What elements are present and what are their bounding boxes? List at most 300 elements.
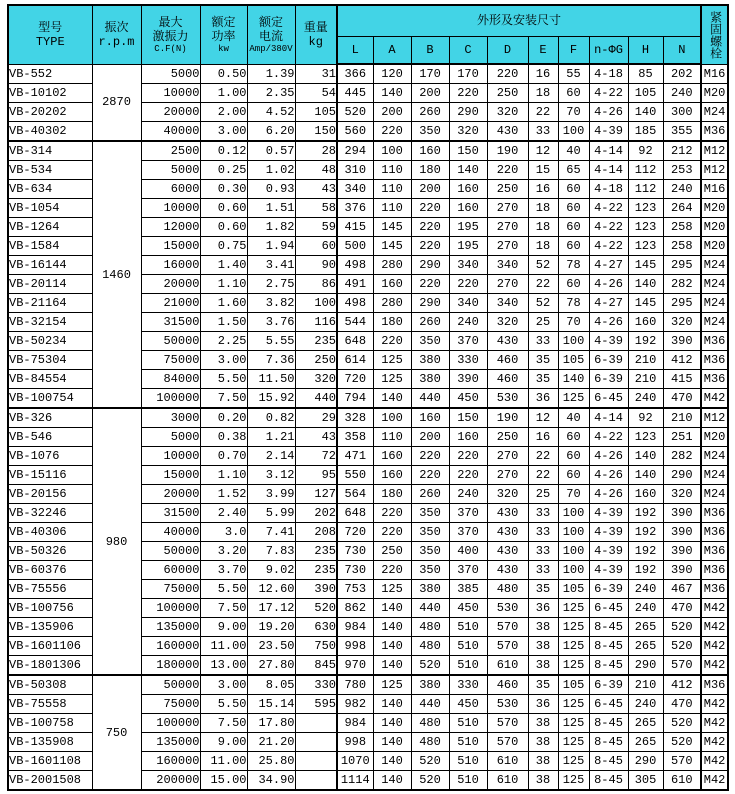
- cell-fastening-bolt: M42: [701, 656, 728, 676]
- cell-dim-H: 265: [628, 714, 663, 733]
- cell-dim-E: 33: [528, 561, 558, 580]
- cell-centrifugal-force: 10000: [141, 84, 200, 103]
- cell-weight: 90: [295, 256, 337, 275]
- cell-dim-L: 984: [337, 618, 373, 637]
- cell-rated-power: 5.50: [200, 695, 247, 714]
- cell-rated-power: 3.70: [200, 561, 247, 580]
- cell-dim-B: 260: [411, 485, 449, 504]
- cell-weight: 250: [295, 351, 337, 370]
- cell-dim-E: 18: [528, 199, 558, 218]
- cell-rated-power: 0.60: [200, 218, 247, 237]
- cell-dim-B: 480: [411, 637, 449, 656]
- cell-dim-C: 450: [449, 695, 487, 714]
- cell-dim-D: 340: [487, 294, 528, 313]
- cell-dim-F: 100: [558, 561, 589, 580]
- cell-model-type: VB-552: [8, 64, 92, 84]
- cell-rated-power: 2.40: [200, 504, 247, 523]
- cell-dim-n-ΦG: 4-14: [589, 161, 628, 180]
- cell-dim-B: 350: [411, 542, 449, 561]
- header-type-en: TYPE: [35, 34, 65, 49]
- cell-rated-power: 1.60: [200, 294, 247, 313]
- cell-dim-n-ΦG: 6-39: [589, 675, 628, 695]
- cell-dim-L: 720: [337, 523, 373, 542]
- cell-dim-H: 185: [628, 122, 663, 142]
- cell-fastening-bolt: M24: [701, 294, 728, 313]
- cell-rated-current: 1.39: [247, 64, 295, 84]
- cell-rated-current: 17.12: [247, 599, 295, 618]
- cell-dim-B: 520: [411, 771, 449, 791]
- cell-dim-E: 35: [528, 351, 558, 370]
- cell-weight: 58: [295, 199, 337, 218]
- cell-rated-current: 1.94: [247, 237, 295, 256]
- cell-dim-n-ΦG: 4-26: [589, 447, 628, 466]
- cell-dim-H: 240: [628, 599, 663, 618]
- cell-dim-C: 370: [449, 504, 487, 523]
- cell-dim-A: 125: [373, 675, 411, 695]
- cell-dim-D: 270: [487, 466, 528, 485]
- cell-centrifugal-force: 40000: [141, 523, 200, 542]
- cell-model-type: VB-135906: [8, 618, 92, 637]
- cell-dim-B: 220: [411, 466, 449, 485]
- cell-dim-N: 264: [663, 199, 701, 218]
- cell-dim-D: 530: [487, 695, 528, 714]
- cell-dim-A: 140: [373, 84, 411, 103]
- cell-fastening-bolt: M12: [701, 408, 728, 428]
- cell-fastening-bolt: M24: [701, 256, 728, 275]
- cell-centrifugal-force: 15000: [141, 466, 200, 485]
- cell-dim-n-ΦG: 6-39: [589, 580, 628, 599]
- cell-dim-B: 350: [411, 561, 449, 580]
- cell-rated-current: 7.41: [247, 523, 295, 542]
- cell-model-type: VB-100756: [8, 599, 92, 618]
- header-rpm-en: r.p.m: [98, 34, 135, 49]
- cell-rated-current: 15.92: [247, 389, 295, 409]
- cell-dim-F: 125: [558, 637, 589, 656]
- cell-dim-A: 140: [373, 618, 411, 637]
- cell-dim-C: 320: [449, 122, 487, 142]
- cell-dim-H: 290: [628, 752, 663, 771]
- header-dim-F: F: [558, 37, 589, 65]
- cell-fastening-bolt: M36: [701, 523, 728, 542]
- cell-dim-D: 250: [487, 84, 528, 103]
- cell-dim-n-ΦG: 4-22: [589, 237, 628, 256]
- cell-rated-power: 11.00: [200, 752, 247, 771]
- cell-fastening-bolt: M36: [701, 122, 728, 142]
- cell-rpm: 2870: [92, 64, 141, 141]
- cell-rated-power: 15.00: [200, 771, 247, 791]
- header-cf-line1: 最大: [158, 15, 183, 30]
- cell-weight: 95: [295, 466, 337, 485]
- cell-dim-D: 430: [487, 561, 528, 580]
- cell-dim-N: 300: [663, 103, 701, 122]
- cell-weight: 59: [295, 218, 337, 237]
- cell-model-type: VB-75556: [8, 580, 92, 599]
- cell-centrifugal-force: 31500: [141, 313, 200, 332]
- cell-dim-B: 380: [411, 675, 449, 695]
- cell-dim-L: 753: [337, 580, 373, 599]
- cell-centrifugal-force: 12000: [141, 218, 200, 237]
- cell-dim-H: 192: [628, 504, 663, 523]
- cell-dim-C: 370: [449, 523, 487, 542]
- cell-dim-N: 470: [663, 389, 701, 409]
- cell-model-type: VB-16144: [8, 256, 92, 275]
- cell-centrifugal-force: 135000: [141, 618, 200, 637]
- cell-rated-current: 3.76: [247, 313, 295, 332]
- cell-model-type: VB-40306: [8, 523, 92, 542]
- cell-dim-D: 190: [487, 408, 528, 428]
- cell-dim-n-ΦG: 6-39: [589, 351, 628, 370]
- cell-rated-current: 23.50: [247, 637, 295, 656]
- header-current-unit: Amp/380V: [249, 43, 293, 54]
- cell-dim-E: 16: [528, 428, 558, 447]
- cell-rated-current: 0.57: [247, 141, 295, 161]
- cell-dim-N: 412: [663, 675, 701, 695]
- cell-dim-F: 60: [558, 237, 589, 256]
- cell-dim-E: 16: [528, 180, 558, 199]
- cell-fastening-bolt: M36: [701, 561, 728, 580]
- cell-rated-power: 5.50: [200, 370, 247, 389]
- cell-dim-L: 366: [337, 64, 373, 84]
- cell-rated-current: 21.20: [247, 733, 295, 752]
- cell-dim-N: 470: [663, 695, 701, 714]
- cell-dim-n-ΦG: 8-45: [589, 637, 628, 656]
- cell-dim-D: 320: [487, 103, 528, 122]
- cell-model-type: VB-634: [8, 180, 92, 199]
- cell-dim-n-ΦG: 6-45: [589, 695, 628, 714]
- cell-dim-H: 240: [628, 580, 663, 599]
- cell-dim-B: 160: [411, 408, 449, 428]
- cell-dim-E: 35: [528, 370, 558, 389]
- cell-dim-L: 720: [337, 370, 373, 389]
- cell-dim-n-ΦG: 4-22: [589, 428, 628, 447]
- cell-rated-current: 2.35: [247, 84, 295, 103]
- cell-dim-B: 350: [411, 523, 449, 542]
- cell-dim-D: 430: [487, 542, 528, 561]
- cell-centrifugal-force: 2500: [141, 141, 200, 161]
- cell-dim-E: 25: [528, 313, 558, 332]
- cell-dim-D: 570: [487, 714, 528, 733]
- cell-dim-L: 415: [337, 218, 373, 237]
- cell-dim-E: 33: [528, 542, 558, 561]
- header-power-line1: 额定: [211, 15, 236, 30]
- cell-dim-E: 22: [528, 466, 558, 485]
- cell-rated-current: 3.41: [247, 256, 295, 275]
- cell-dim-E: 12: [528, 141, 558, 161]
- cell-dim-A: 100: [373, 141, 411, 161]
- cell-dim-C: 160: [449, 180, 487, 199]
- cell-model-type: VB-10102: [8, 84, 92, 103]
- cell-dim-F: 105: [558, 351, 589, 370]
- cell-dim-D: 250: [487, 428, 528, 447]
- cell-dim-H: 140: [628, 466, 663, 485]
- cell-rated-power: 7.50: [200, 389, 247, 409]
- cell-fastening-bolt: M36: [701, 504, 728, 523]
- cell-dim-L: 544: [337, 313, 373, 332]
- cell-dim-n-ΦG: 8-45: [589, 714, 628, 733]
- cell-dim-C: 385: [449, 580, 487, 599]
- cell-model-type: VB-50326: [8, 542, 92, 561]
- header-current-line2: 电流: [258, 29, 283, 44]
- cell-dim-n-ΦG: 4-39: [589, 504, 628, 523]
- cell-rated-current: 0.93: [247, 180, 295, 199]
- cell-dim-n-ΦG: 4-26: [589, 466, 628, 485]
- cell-model-type: VB-100754: [8, 389, 92, 409]
- cell-dim-H: 210: [628, 370, 663, 389]
- cell-dim-H: 265: [628, 637, 663, 656]
- cell-dim-N: 290: [663, 466, 701, 485]
- cell-dim-H: 240: [628, 695, 663, 714]
- cell-dim-A: 100: [373, 408, 411, 428]
- cell-weight: 330: [295, 675, 337, 695]
- cell-dim-A: 160: [373, 447, 411, 466]
- cell-dim-A: 220: [373, 561, 411, 580]
- cell-dim-B: 350: [411, 122, 449, 142]
- cell-centrifugal-force: 100000: [141, 389, 200, 409]
- header-type: [8, 5, 92, 64]
- cell-rated-power: 3.00: [200, 675, 247, 695]
- cell-dim-H: 160: [628, 313, 663, 332]
- cell-dim-n-ΦG: 8-45: [589, 656, 628, 676]
- cell-dim-L: 294: [337, 141, 373, 161]
- cell-dim-N: 295: [663, 294, 701, 313]
- cell-rated-current: 5.99: [247, 504, 295, 523]
- cell-fastening-bolt: M24: [701, 103, 728, 122]
- cell-weight: 48: [295, 161, 337, 180]
- cell-model-type: VB-1054: [8, 199, 92, 218]
- cell-dim-C: 370: [449, 332, 487, 351]
- cell-dim-H: 112: [628, 180, 663, 199]
- cell-dim-N: 570: [663, 752, 701, 771]
- cell-dim-L: 564: [337, 485, 373, 504]
- header-dim-H: H: [628, 37, 663, 65]
- header-weight: [295, 5, 337, 64]
- cell-dim-D: 270: [487, 447, 528, 466]
- cell-weight: 31: [295, 64, 337, 84]
- cell-dim-N: 295: [663, 256, 701, 275]
- cell-fastening-bolt: M20: [701, 428, 728, 447]
- cell-rated-power: 2.00: [200, 103, 247, 122]
- cell-fastening-bolt: M20: [701, 84, 728, 103]
- cell-dim-C: 400: [449, 542, 487, 561]
- cell-centrifugal-force: 20000: [141, 275, 200, 294]
- cell-dim-C: 220: [449, 84, 487, 103]
- cell-dim-N: 390: [663, 523, 701, 542]
- cell-rated-current: 1.82: [247, 218, 295, 237]
- cell-dim-L: 340: [337, 180, 373, 199]
- cell-dim-C: 370: [449, 561, 487, 580]
- cell-dim-F: 100: [558, 504, 589, 523]
- cell-dim-E: 33: [528, 523, 558, 542]
- cell-dim-n-ΦG: 4-14: [589, 141, 628, 161]
- cell-dim-D: 530: [487, 389, 528, 409]
- cell-weight: 845: [295, 656, 337, 676]
- header-rpm: [92, 5, 141, 64]
- cell-dim-n-ΦG: 6-45: [589, 389, 628, 409]
- cell-dim-F: 55: [558, 64, 589, 84]
- cell-dim-B: 440: [411, 599, 449, 618]
- cell-model-type: VB-1801306: [8, 656, 92, 676]
- cell-model-type: VB-50308: [8, 675, 92, 695]
- cell-centrifugal-force: 10000: [141, 199, 200, 218]
- cell-rated-power: 3.00: [200, 122, 247, 142]
- cell-dim-F: 125: [558, 733, 589, 752]
- cell-dim-F: 125: [558, 752, 589, 771]
- cell-dim-C: 150: [449, 141, 487, 161]
- cell-dim-E: 22: [528, 447, 558, 466]
- cell-weight: 630: [295, 618, 337, 637]
- cell-dim-N: 520: [663, 637, 701, 656]
- cell-dim-L: 550: [337, 466, 373, 485]
- cell-dim-n-ΦG: 4-26: [589, 103, 628, 122]
- cell-rated-power: 1.00: [200, 84, 247, 103]
- cell-weight: 28: [295, 141, 337, 161]
- cell-fastening-bolt: M42: [701, 618, 728, 637]
- cell-dim-A: 220: [373, 332, 411, 351]
- cell-model-type: VB-60376: [8, 561, 92, 580]
- cell-dim-F: 100: [558, 122, 589, 142]
- cell-dim-C: 390: [449, 370, 487, 389]
- cell-dim-N: 610: [663, 771, 701, 791]
- cell-dim-D: 220: [487, 64, 528, 84]
- cell-rated-power: 0.20: [200, 408, 247, 428]
- cell-dim-N: 470: [663, 599, 701, 618]
- cell-dim-E: 18: [528, 237, 558, 256]
- cell-dim-A: 220: [373, 122, 411, 142]
- cell-fastening-bolt: M42: [701, 752, 728, 771]
- cell-dim-B: 520: [411, 752, 449, 771]
- cell-dim-F: 65: [558, 161, 589, 180]
- header-dim-A: A: [373, 37, 411, 65]
- cell-dim-E: 22: [528, 103, 558, 122]
- cell-rated-current: 7.36: [247, 351, 295, 370]
- cell-dim-A: 110: [373, 161, 411, 180]
- cell-dim-B: 440: [411, 389, 449, 409]
- cell-dim-E: 38: [528, 752, 558, 771]
- cell-centrifugal-force: 100000: [141, 714, 200, 733]
- cell-model-type: VB-1601106: [8, 637, 92, 656]
- cell-dim-B: 440: [411, 695, 449, 714]
- cell-dim-A: 145: [373, 237, 411, 256]
- cell-dim-N: 282: [663, 275, 701, 294]
- cell-model-type: VB-75304: [8, 351, 92, 370]
- cell-dim-D: 430: [487, 504, 528, 523]
- cell-dim-E: 35: [528, 675, 558, 695]
- cell-dim-H: 92: [628, 408, 663, 428]
- cell-dim-H: 210: [628, 675, 663, 695]
- cell-fastening-bolt: M24: [701, 275, 728, 294]
- cell-dim-F: 60: [558, 447, 589, 466]
- cell-dim-n-ΦG: 6-45: [589, 599, 628, 618]
- table-header: [8, 5, 728, 64]
- cell-rated-power: 1.10: [200, 275, 247, 294]
- cell-dim-E: 36: [528, 599, 558, 618]
- cell-dim-n-ΦG: 4-18: [589, 64, 628, 84]
- spec-table-body: [8, 64, 728, 790]
- cell-dim-C: 510: [449, 733, 487, 752]
- cell-rated-current: 2.75: [247, 275, 295, 294]
- cell-fastening-bolt: M42: [701, 637, 728, 656]
- cell-dim-C: 450: [449, 599, 487, 618]
- cell-rated-current: 34.90: [247, 771, 295, 791]
- cell-weight: 43: [295, 180, 337, 199]
- cell-dim-N: 251: [663, 428, 701, 447]
- cell-dim-C: 170: [449, 64, 487, 84]
- cell-weight: 43: [295, 428, 337, 447]
- cell-centrifugal-force: 15000: [141, 237, 200, 256]
- cell-dim-C: 220: [449, 275, 487, 294]
- cell-dim-L: 862: [337, 599, 373, 618]
- cell-dim-D: 460: [487, 370, 528, 389]
- cell-rated-current: 8.05: [247, 675, 295, 695]
- cell-model-type: VB-100758: [8, 714, 92, 733]
- cell-dim-D: 320: [487, 313, 528, 332]
- cell-rated-power: 9.00: [200, 733, 247, 752]
- cell-weight: 520: [295, 599, 337, 618]
- cell-dim-B: 220: [411, 275, 449, 294]
- cell-dim-D: 570: [487, 733, 528, 752]
- header-power-unit: kw: [218, 43, 229, 54]
- cell-rated-current: 15.14: [247, 695, 295, 714]
- cell-weight: 105: [295, 103, 337, 122]
- cell-dim-A: 120: [373, 64, 411, 84]
- cell-dim-A: 280: [373, 256, 411, 275]
- cell-dim-F: 60: [558, 84, 589, 103]
- cell-weight: [295, 714, 337, 733]
- header-dim-N: N: [663, 37, 701, 65]
- cell-fastening-bolt: M16: [701, 64, 728, 84]
- cell-centrifugal-force: 50000: [141, 675, 200, 695]
- cell-dim-F: 125: [558, 771, 589, 791]
- cell-dim-F: 125: [558, 599, 589, 618]
- cell-dim-L: 560: [337, 122, 373, 142]
- cell-dim-B: 160: [411, 141, 449, 161]
- cell-dim-H: 145: [628, 256, 663, 275]
- cell-dim-N: 390: [663, 504, 701, 523]
- cell-dim-L: 1114: [337, 771, 373, 791]
- cell-dim-A: 180: [373, 313, 411, 332]
- cell-centrifugal-force: 5000: [141, 161, 200, 180]
- cell-dim-L: 982: [337, 695, 373, 714]
- cell-dim-C: 340: [449, 294, 487, 313]
- cell-dim-B: 180: [411, 161, 449, 180]
- cell-weight: [295, 733, 337, 752]
- cell-dim-A: 140: [373, 714, 411, 733]
- cell-dim-H: 240: [628, 389, 663, 409]
- cell-fastening-bolt: M20: [701, 237, 728, 256]
- cell-dim-D: 270: [487, 199, 528, 218]
- cell-dim-F: 125: [558, 389, 589, 409]
- cell-dim-L: 780: [337, 675, 373, 695]
- cell-model-type: VB-20114: [8, 275, 92, 294]
- cell-weight: 595: [295, 695, 337, 714]
- cell-model-type: VB-1264: [8, 218, 92, 237]
- cell-rated-current: 6.20: [247, 122, 295, 142]
- cell-dim-F: 60: [558, 428, 589, 447]
- cell-dim-F: 70: [558, 103, 589, 122]
- cell-dim-n-ΦG: 4-26: [589, 275, 628, 294]
- cell-rated-power: 0.75: [200, 237, 247, 256]
- cell-dim-n-ΦG: 4-26: [589, 485, 628, 504]
- cell-fastening-bolt: M42: [701, 389, 728, 409]
- cell-dim-A: 140: [373, 733, 411, 752]
- cell-dim-C: 140: [449, 161, 487, 180]
- cell-dim-n-ΦG: 4-22: [589, 218, 628, 237]
- cell-model-type: VB-32246: [8, 504, 92, 523]
- cell-dim-n-ΦG: 4-39: [589, 542, 628, 561]
- cell-dim-n-ΦG: 4-22: [589, 199, 628, 218]
- cell-dim-D: 430: [487, 523, 528, 542]
- cell-dim-F: 70: [558, 313, 589, 332]
